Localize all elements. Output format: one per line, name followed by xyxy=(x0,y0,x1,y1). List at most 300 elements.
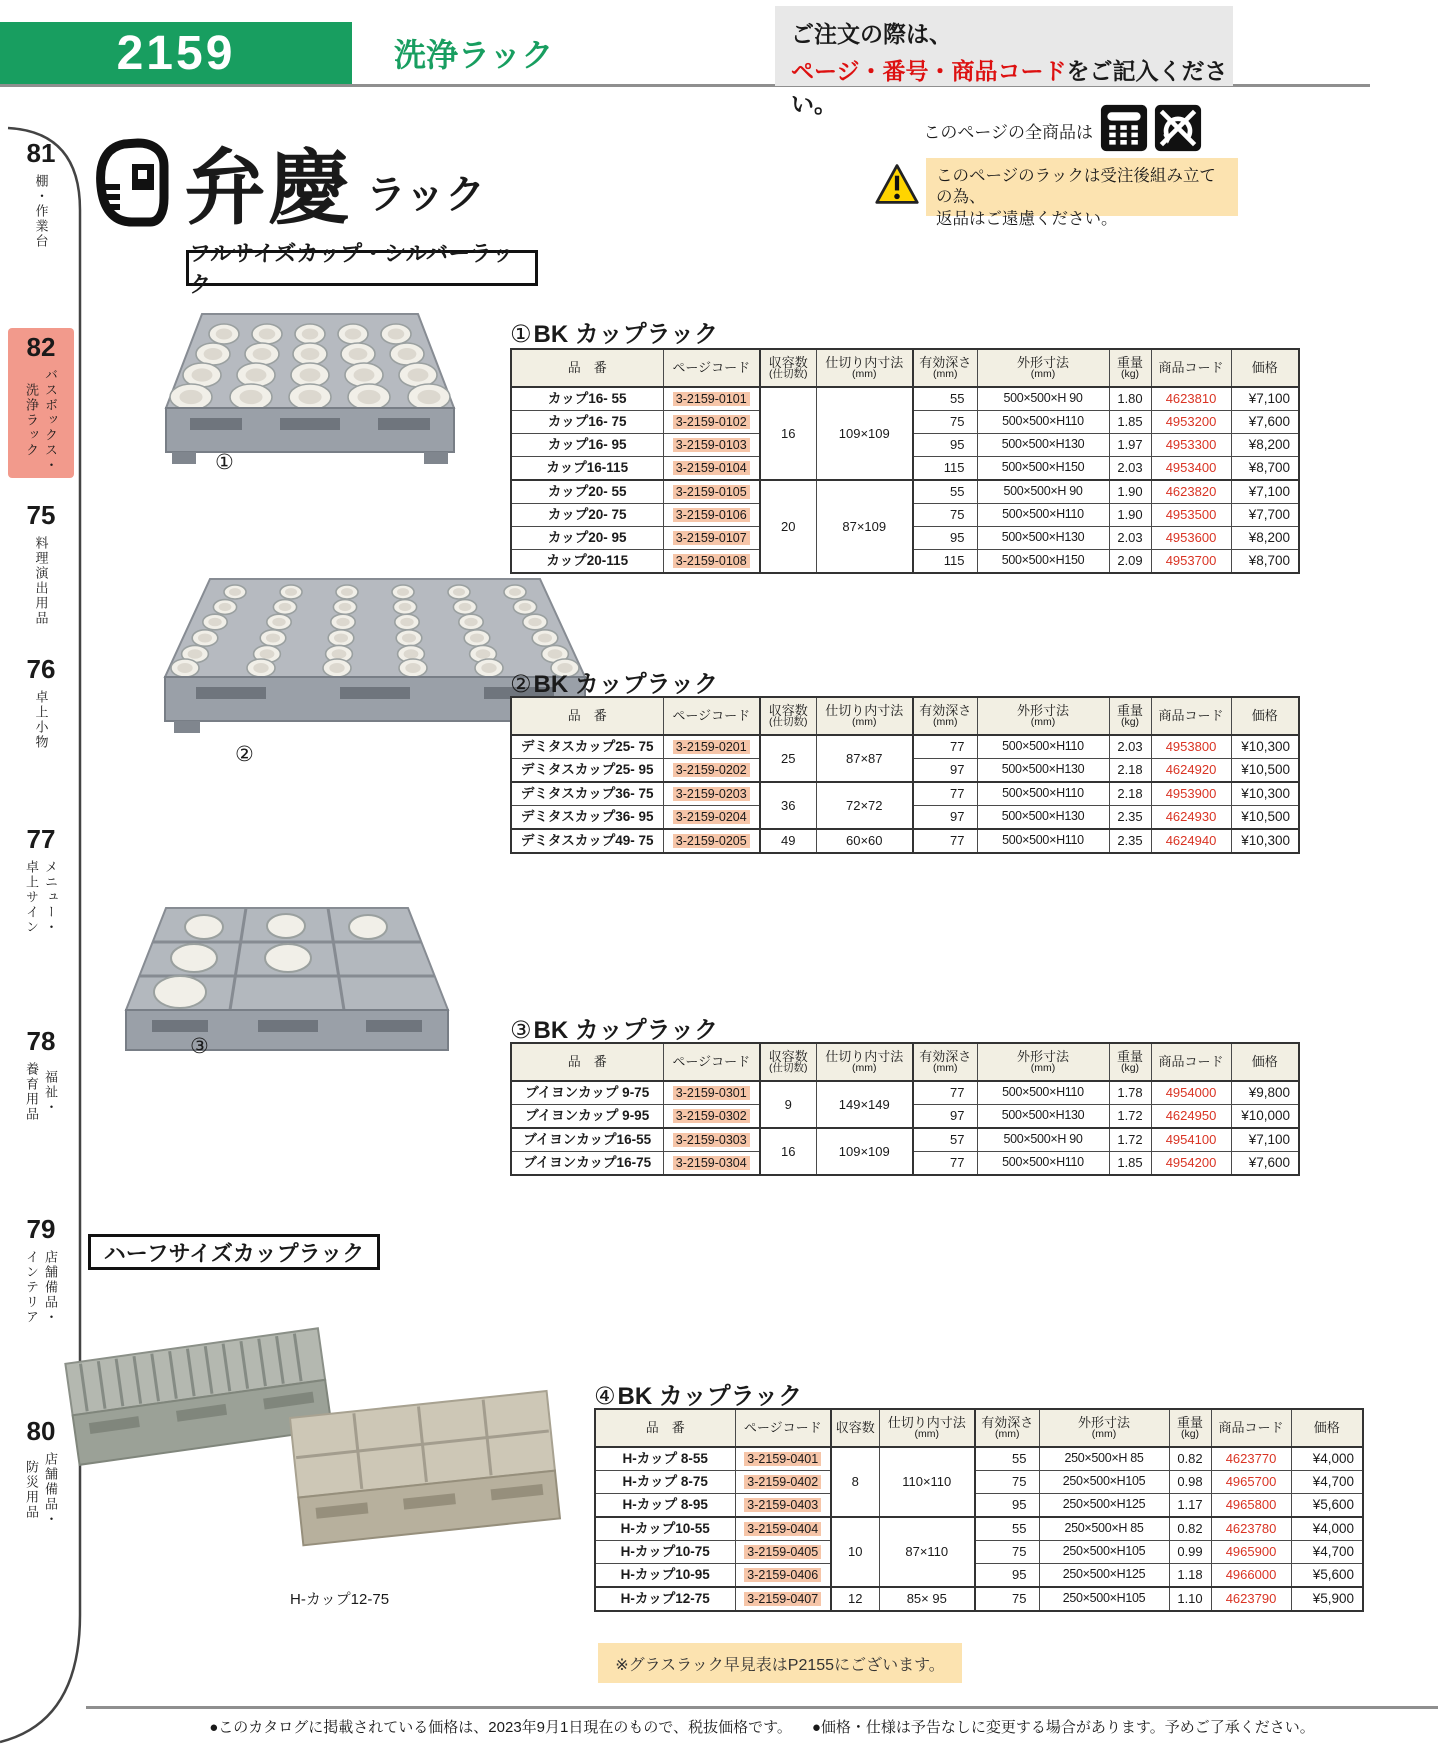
cell-outer-dimensions: 250×500×H105 xyxy=(1039,1471,1169,1494)
cell-page-code: 3-2159-0106 xyxy=(663,504,760,527)
table-row xyxy=(595,1447,1363,1471)
cell-outer-dimensions: 500×500×H 90 xyxy=(977,1128,1109,1152)
cell-product-code: 4953800 xyxy=(1151,735,1231,759)
cell-product-number: カップ20-115 xyxy=(511,550,663,574)
brand-name: 弁慶 xyxy=(184,143,353,235)
cell-capacity: 9 xyxy=(760,1081,816,1128)
sidebar-tab-77 xyxy=(8,820,74,995)
cell-page-code: 3-2159-0103 xyxy=(663,434,760,457)
cell-outer-dimensions: 250×500×H125 xyxy=(1039,1494,1169,1518)
column-header: 商品コード xyxy=(1151,697,1231,735)
full-size-section-label: フルサイズカップ・シルバーラック xyxy=(186,250,538,286)
cell-effective-depth: 97 xyxy=(913,759,977,783)
column-header: 品 番 xyxy=(511,1043,663,1081)
cell-product-code: 4965800 xyxy=(1211,1494,1291,1518)
order-note-line1: ご注文の際は、 xyxy=(791,21,952,47)
cell-product-number: H-カップ12-75 xyxy=(595,1587,735,1611)
warning-icon xyxy=(874,162,920,206)
cell-weight: 0.98 xyxy=(1169,1471,1211,1494)
column-header: 外形寸法 (mm) xyxy=(1039,1409,1169,1447)
cell-outer-dimensions: 500×500×H110 xyxy=(977,504,1109,527)
cell-price: ¥4,700 xyxy=(1291,1541,1363,1564)
cell-outer-dimensions: 250×500×H 85 xyxy=(1039,1517,1169,1541)
spec-table-host-2 xyxy=(510,696,1298,854)
table-row xyxy=(511,387,1299,411)
cell-partition-inner-size: 87×87 xyxy=(816,735,913,782)
cell-product-number: デミタスカップ49- 75 xyxy=(511,829,663,853)
cell-effective-depth: 55 xyxy=(913,480,977,504)
sidebar-tab-number: 77 xyxy=(26,824,56,854)
cell-price: ¥5,600 xyxy=(1291,1494,1363,1518)
cell-page-code: 3-2159-0302 xyxy=(663,1105,760,1129)
sidebar-tab-label: 卓上小物 xyxy=(33,690,49,750)
cell-outer-dimensions: 500×500×H130 xyxy=(977,434,1109,457)
column-header: 商品コード xyxy=(1151,1043,1231,1081)
column-header: 仕切り内寸法 (mm) xyxy=(816,1043,913,1081)
column-header: 品 番 xyxy=(511,697,663,735)
column-header: 有効深さ (mm) xyxy=(913,349,977,387)
cell-weight: 2.09 xyxy=(1109,550,1151,574)
cell-price: ¥4,700 xyxy=(1291,1471,1363,1494)
cell-weight: 1.80 xyxy=(1109,387,1151,411)
no-return-icon xyxy=(1154,104,1202,152)
cell-product-code: 4623770 xyxy=(1211,1447,1291,1471)
spec-table-host-3 xyxy=(510,1042,1298,1176)
cell-effective-depth: 77 xyxy=(913,1081,977,1105)
cell-price: ¥8,200 xyxy=(1231,434,1299,457)
sidebar-tab-number: 76 xyxy=(26,654,56,684)
cell-effective-depth: 75 xyxy=(913,411,977,434)
cell-product-number: H-カップ 8-75 xyxy=(595,1471,735,1494)
product-image-cup-rack-20 xyxy=(150,302,470,497)
column-header: 有効深さ (mm) xyxy=(975,1409,1039,1447)
column-header: 有効深さ (mm) xyxy=(913,1043,977,1081)
cell-product-number: ブイヨンカップ 9-95 xyxy=(511,1105,663,1129)
cell-product-number: カップ16- 95 xyxy=(511,434,663,457)
sidebar-tab-78 xyxy=(8,1022,74,1187)
cell-page-code: 3-2159-0104 xyxy=(663,457,760,481)
cell-product-number: H-カップ10-55 xyxy=(595,1517,735,1541)
cell-product-number: H-カップ 8-55 xyxy=(595,1447,735,1471)
half-rack-caption: H-カップ12-75 xyxy=(290,1591,390,1608)
cell-capacity: 12 xyxy=(831,1587,879,1611)
spec-table-1 xyxy=(510,348,1300,574)
cell-partition-inner-size: 72×72 xyxy=(816,782,913,829)
sidebar-tab-label: 料理演出用品 xyxy=(33,536,49,626)
cell-effective-depth: 55 xyxy=(975,1517,1039,1541)
sidebar-tab-label: バスボックス・ 洗浄ラック xyxy=(24,368,58,473)
cell-effective-depth: 55 xyxy=(975,1447,1039,1471)
cell-product-number: ブイヨンカップ 9-75 xyxy=(511,1081,663,1105)
cell-price: ¥5,600 xyxy=(1291,1564,1363,1588)
cell-product-code: 4624950 xyxy=(1151,1105,1231,1129)
column-header: 収容数 (仕切数) xyxy=(760,1043,816,1081)
cell-outer-dimensions: 500×500×H110 xyxy=(977,829,1109,853)
column-header: ページコード xyxy=(735,1409,831,1447)
cell-product-code: 4624940 xyxy=(1151,829,1231,853)
cell-outer-dimensions: 500×500×H150 xyxy=(977,550,1109,574)
cell-partition-inner-size: 87×109 xyxy=(816,480,913,573)
cell-product-code: 4623790 xyxy=(1211,1587,1291,1611)
sidebar-tab-label: メニュー・ 卓上サイン xyxy=(24,860,58,935)
cell-page-code: 3-2159-0304 xyxy=(663,1152,760,1176)
cell-effective-depth: 115 xyxy=(913,550,977,574)
cell-price: ¥10,500 xyxy=(1231,806,1299,830)
table-header-row xyxy=(511,1043,1299,1081)
column-header: 重量 (kg) xyxy=(1109,1043,1151,1081)
cell-weight: 2.35 xyxy=(1109,829,1151,853)
column-header: 商品コード xyxy=(1151,349,1231,387)
cell-product-code: 4965700 xyxy=(1211,1471,1291,1494)
table-header-row xyxy=(511,697,1299,735)
cell-price: ¥9,800 xyxy=(1231,1081,1299,1105)
cell-product-code: 4623810 xyxy=(1151,387,1231,411)
cell-page-code: 3-2159-0301 xyxy=(663,1081,760,1105)
table-row xyxy=(595,1564,1363,1588)
column-header: 仕切り内寸法 (mm) xyxy=(879,1409,975,1447)
cell-product-code: 4954100 xyxy=(1151,1128,1231,1152)
column-header: 品 番 xyxy=(595,1409,735,1447)
cell-price: ¥8,700 xyxy=(1231,550,1299,574)
cell-page-code: 3-2159-0202 xyxy=(663,759,760,783)
cell-page-code: 3-2159-0404 xyxy=(735,1517,831,1541)
cell-capacity: 16 xyxy=(760,387,816,480)
half-size-section-label: ハーフサイズカップラック xyxy=(88,1234,380,1270)
cell-partition-inner-size: 85× 95 xyxy=(879,1587,975,1611)
cell-product-code: 4954200 xyxy=(1151,1152,1231,1176)
cell-effective-depth: 75 xyxy=(975,1471,1039,1494)
cell-weight: 1.90 xyxy=(1109,504,1151,527)
cell-price: ¥10,300 xyxy=(1231,829,1299,853)
cell-outer-dimensions: 250×500×H105 xyxy=(1039,1587,1169,1611)
cell-weight: 0.82 xyxy=(1169,1447,1211,1471)
cell-product-number: H-カップ 8-95 xyxy=(595,1494,735,1518)
cell-capacity: 36 xyxy=(760,782,816,829)
cell-product-code: 4624930 xyxy=(1151,806,1231,830)
cell-weight: 2.03 xyxy=(1109,457,1151,481)
cell-capacity: 49 xyxy=(760,829,816,853)
cell-product-number: デミタスカップ25- 75 xyxy=(511,735,663,759)
cell-price: ¥7,600 xyxy=(1231,411,1299,434)
cell-capacity: 25 xyxy=(760,735,816,782)
cell-product-number: デミタスカップ25- 95 xyxy=(511,759,663,783)
glass-rack-reference-note: ※グラスラック早見表はP2155にございます。 xyxy=(598,1643,962,1683)
cell-outer-dimensions: 500×500×H130 xyxy=(977,806,1109,830)
cell-price: ¥10,500 xyxy=(1231,759,1299,783)
cell-effective-depth: 115 xyxy=(913,457,977,481)
column-header: 仕切り内寸法 (mm) xyxy=(816,349,913,387)
cell-product-code: 4953500 xyxy=(1151,504,1231,527)
column-header: 外形寸法 (mm) xyxy=(977,1043,1109,1081)
cell-weight: 1.72 xyxy=(1109,1105,1151,1129)
sidebar-tab-label: 店舗備品・ 防災用品 xyxy=(24,1452,58,1527)
product-image-half-size-racks xyxy=(55,1268,570,1598)
cell-effective-depth: 97 xyxy=(913,806,977,830)
cell-outer-dimensions: 500×500×H110 xyxy=(977,411,1109,434)
order-note-line2: ページ・番号・商品コードをご記入ください。 xyxy=(791,58,1228,117)
column-header: ページコード xyxy=(663,1043,760,1081)
cell-weight: 0.99 xyxy=(1169,1541,1211,1564)
cell-product-number: カップ20- 55 xyxy=(511,480,663,504)
cell-effective-depth: 75 xyxy=(913,504,977,527)
cell-outer-dimensions: 250×500×H105 xyxy=(1039,1541,1169,1564)
spec-table-host-4 xyxy=(594,1408,1362,1612)
order-instruction-box xyxy=(775,6,1233,117)
sidebar-tab-82 xyxy=(8,328,74,478)
product-image-bouillon-rack-9 xyxy=(116,892,456,1067)
column-header: ページコード xyxy=(663,349,760,387)
benkei-logo-icon xyxy=(92,136,174,228)
column-header: 仕切り内寸法 (mm) xyxy=(816,697,913,735)
cell-capacity: 16 xyxy=(760,1128,816,1175)
cell-effective-depth: 77 xyxy=(913,735,977,759)
cell-product-code: 4624920 xyxy=(1151,759,1231,783)
cell-outer-dimensions: 250×500×H 85 xyxy=(1039,1447,1169,1471)
table-row xyxy=(595,1494,1363,1518)
cell-product-number: カップ16- 75 xyxy=(511,411,663,434)
cell-product-code: 4623780 xyxy=(1211,1517,1291,1541)
column-header: 商品コード xyxy=(1211,1409,1291,1447)
footer-divider xyxy=(86,1706,1438,1709)
cell-price: ¥7,700 xyxy=(1231,504,1299,527)
sidebar-tab-label: 棚・作業台 xyxy=(33,174,49,249)
cell-price: ¥10,300 xyxy=(1231,735,1299,759)
table-header-row xyxy=(595,1409,1363,1447)
cell-product-number: ブイヨンカップ16-75 xyxy=(511,1152,663,1176)
cell-partition-inner-size: 149×149 xyxy=(816,1081,913,1128)
cell-effective-depth: 75 xyxy=(975,1541,1039,1564)
cell-price: ¥7,100 xyxy=(1231,387,1299,411)
cell-weight: 2.18 xyxy=(1109,782,1151,806)
sidebar-tab-number: 78 xyxy=(26,1026,56,1056)
cell-weight: 1.85 xyxy=(1109,1152,1151,1176)
cell-page-code: 3-2159-0303 xyxy=(663,1128,760,1152)
cell-partition-inner-size: 60×60 xyxy=(816,829,913,853)
column-header: 品 番 xyxy=(511,349,663,387)
cell-page-code: 3-2159-0105 xyxy=(663,480,760,504)
cell-partition-inner-size: 109×109 xyxy=(816,387,913,480)
cell-page-code: 3-2159-0204 xyxy=(663,806,760,830)
cell-weight: 2.03 xyxy=(1109,527,1151,550)
column-header: 重量 (kg) xyxy=(1169,1409,1211,1447)
cell-product-code: 4953700 xyxy=(1151,550,1231,574)
column-header: ページコード xyxy=(663,697,760,735)
footer-notes: ●このカタログに掲載されている価格は、2023年9月1日現在のもので、税抜価格です。 ●価格・仕様は予告なしに変更する場合があります。予めご了承ください。 xyxy=(209,1719,1315,1736)
cell-product-number: H-カップ10-95 xyxy=(595,1564,735,1588)
cell-outer-dimensions: 500×500×H130 xyxy=(977,1105,1109,1129)
sidebar-tab-76 xyxy=(8,650,74,795)
table-title-2: ②BK カップラック xyxy=(510,671,719,698)
column-header: 外形寸法 (mm) xyxy=(977,697,1109,735)
cell-effective-depth: 77 xyxy=(913,829,977,853)
column-header: 有効深さ (mm) xyxy=(913,697,977,735)
column-header: 収容数 (仕切数) xyxy=(760,697,816,735)
table-row xyxy=(511,480,1299,504)
cell-product-code: 4953300 xyxy=(1151,434,1231,457)
all-products-label: このページの全商品は xyxy=(923,123,1093,142)
cell-page-code: 3-2159-0402 xyxy=(735,1471,831,1494)
cell-product-number: カップ20- 95 xyxy=(511,527,663,550)
cell-product-number: カップ20- 75 xyxy=(511,504,663,527)
cell-weight: 1.18 xyxy=(1169,1564,1211,1588)
cell-outer-dimensions: 500×500×H150 xyxy=(977,457,1109,481)
table-row xyxy=(511,735,1299,759)
table-row xyxy=(595,1471,1363,1494)
cell-weight: 1.90 xyxy=(1109,480,1151,504)
cell-page-code: 3-2159-0403 xyxy=(735,1494,831,1518)
cell-product-number: デミタスカップ36- 95 xyxy=(511,806,663,830)
cell-price: ¥4,000 xyxy=(1291,1517,1363,1541)
cell-page-code: 3-2159-0205 xyxy=(663,829,760,853)
cell-price: ¥8,200 xyxy=(1231,527,1299,550)
page-number-banner xyxy=(0,22,352,84)
cell-effective-depth: 95 xyxy=(975,1494,1039,1518)
cell-weight: 1.10 xyxy=(1169,1587,1211,1611)
cell-outer-dimensions: 500×500×H 90 xyxy=(977,480,1109,504)
cell-product-code: 4953400 xyxy=(1151,457,1231,481)
cell-product-code: 4953200 xyxy=(1151,411,1231,434)
cell-effective-depth: 55 xyxy=(913,387,977,411)
column-header: 価格 xyxy=(1231,697,1299,735)
column-header: 収容数 xyxy=(831,1409,879,1447)
column-header: 価格 xyxy=(1291,1409,1363,1447)
cell-effective-depth: 77 xyxy=(913,1152,977,1176)
cell-outer-dimensions: 500×500×H110 xyxy=(977,1152,1109,1176)
cell-outer-dimensions: 250×500×H125 xyxy=(1039,1564,1169,1588)
column-header: 外形寸法 (mm) xyxy=(977,349,1109,387)
cell-outer-dimensions: 500×500×H130 xyxy=(977,527,1109,550)
cell-capacity: 20 xyxy=(760,480,816,573)
column-header: 重量 (kg) xyxy=(1109,697,1151,735)
cell-product-number: ブイヨンカップ16-55 xyxy=(511,1128,663,1152)
sidebar-tab-75 xyxy=(8,496,74,646)
image-number-label-2: ② xyxy=(235,743,254,766)
cell-effective-depth: 95 xyxy=(975,1564,1039,1588)
category-title: 洗浄ラック xyxy=(394,37,554,73)
sidebar-tab-81 xyxy=(8,134,74,286)
spec-table-3 xyxy=(510,1042,1300,1176)
image-number-label-1: ① xyxy=(215,451,234,474)
brand-header xyxy=(92,136,486,235)
cell-outer-dimensions: 500×500×H 90 xyxy=(977,387,1109,411)
table-title-4: ④BK カップラック xyxy=(594,1383,803,1410)
cell-effective-depth: 57 xyxy=(913,1128,977,1152)
cell-price: ¥10,000 xyxy=(1231,1105,1299,1129)
cell-outer-dimensions: 500×500×H110 xyxy=(977,735,1109,759)
cell-outer-dimensions: 500×500×H130 xyxy=(977,759,1109,783)
table-row xyxy=(511,782,1299,806)
sidebar-tab-number: 81 xyxy=(26,138,56,168)
cell-product-code: 4953900 xyxy=(1151,782,1231,806)
cell-weight: 0.82 xyxy=(1169,1517,1211,1541)
cell-price: ¥10,300 xyxy=(1231,782,1299,806)
cell-weight: 2.18 xyxy=(1109,759,1151,783)
cell-weight: 2.03 xyxy=(1109,735,1151,759)
table-row xyxy=(511,1128,1299,1152)
cell-page-code: 3-2159-0101 xyxy=(663,387,760,411)
page-number: 2159 xyxy=(116,26,236,80)
cell-product-code: 4966000 xyxy=(1211,1564,1291,1588)
sidebar-tab-number: 75 xyxy=(26,500,56,530)
cell-weight: 1.97 xyxy=(1109,434,1151,457)
cell-capacity: 8 xyxy=(831,1447,879,1517)
cell-product-number: カップ16-115 xyxy=(511,457,663,481)
sidebar-tab-number: 82 xyxy=(26,332,56,362)
cell-effective-depth: 97 xyxy=(913,1105,977,1129)
cell-page-code: 3-2159-0406 xyxy=(735,1564,831,1588)
cell-page-code: 3-2159-0203 xyxy=(663,782,760,806)
cell-page-code: 3-2159-0405 xyxy=(735,1541,831,1564)
table-title-1: ①BK カップラック xyxy=(510,321,719,348)
column-header: 価格 xyxy=(1231,1043,1299,1081)
column-header: 重量 (kg) xyxy=(1109,349,1151,387)
sidebar-tab-number: 79 xyxy=(26,1214,56,1244)
table-row xyxy=(511,1081,1299,1105)
cell-price: ¥7,600 xyxy=(1231,1152,1299,1176)
cell-product-number: カップ16- 55 xyxy=(511,387,663,411)
cell-page-code: 3-2159-0102 xyxy=(663,411,760,434)
cell-effective-depth: 75 xyxy=(975,1587,1039,1611)
cell-partition-inner-size: 110×110 xyxy=(879,1447,975,1517)
cell-product-code: 4623820 xyxy=(1151,480,1231,504)
cell-effective-depth: 95 xyxy=(913,527,977,550)
cell-page-code: 3-2159-0108 xyxy=(663,550,760,574)
assembly-notice: このページのラックは受注後組み立ての為、 返品はご遠慮ください。 xyxy=(926,158,1238,216)
image-number-label-3: ③ xyxy=(190,1035,209,1058)
cell-page-code: 3-2159-0107 xyxy=(663,527,760,550)
cell-partition-inner-size: 109×109 xyxy=(816,1128,913,1175)
column-header: 価格 xyxy=(1231,349,1299,387)
spec-table-2 xyxy=(510,696,1300,854)
column-header: 収容数 (仕切数) xyxy=(760,349,816,387)
cell-product-code: 4965900 xyxy=(1211,1541,1291,1564)
cell-price: ¥4,000 xyxy=(1291,1447,1363,1471)
cell-outer-dimensions: 500×500×H110 xyxy=(977,782,1109,806)
table-title-3: ③BK カップラック xyxy=(510,1017,719,1044)
cell-weight: 1.72 xyxy=(1109,1128,1151,1152)
table-row xyxy=(511,829,1299,853)
spec-table-4 xyxy=(594,1408,1364,1612)
table-header-row xyxy=(511,349,1299,387)
cell-price: ¥7,100 xyxy=(1231,480,1299,504)
cell-capacity: 10 xyxy=(831,1517,879,1587)
cell-price: ¥7,100 xyxy=(1231,1128,1299,1152)
cell-price: ¥8,700 xyxy=(1231,457,1299,481)
cell-product-number: H-カップ10-75 xyxy=(595,1541,735,1564)
cell-weight: 1.17 xyxy=(1169,1494,1211,1518)
fax-order-icon xyxy=(1100,104,1148,152)
cell-weight: 1.78 xyxy=(1109,1081,1151,1105)
cell-product-code: 4954000 xyxy=(1151,1081,1231,1105)
cell-weight: 1.85 xyxy=(1109,411,1151,434)
sidebar-tab-label: 福祉・ 養育用品 xyxy=(24,1062,58,1122)
cell-page-code: 3-2159-0201 xyxy=(663,735,760,759)
sidebar-tab-label: 店舗備品・ インテリア xyxy=(24,1250,58,1325)
cell-partition-inner-size: 87×110 xyxy=(879,1517,975,1587)
cell-product-number: デミタスカップ36- 75 xyxy=(511,782,663,806)
table-row xyxy=(595,1587,1363,1611)
cell-effective-depth: 77 xyxy=(913,782,977,806)
cell-weight: 2.35 xyxy=(1109,806,1151,830)
cell-page-code: 3-2159-0401 xyxy=(735,1447,831,1471)
sidebar-tab-number: 80 xyxy=(26,1416,56,1446)
table-row xyxy=(595,1541,1363,1564)
cell-price: ¥5,900 xyxy=(1291,1587,1363,1611)
spec-table-host-1 xyxy=(510,348,1298,574)
cell-page-code: 3-2159-0407 xyxy=(735,1587,831,1611)
table-row xyxy=(595,1517,1363,1541)
cell-effective-depth: 95 xyxy=(913,434,977,457)
